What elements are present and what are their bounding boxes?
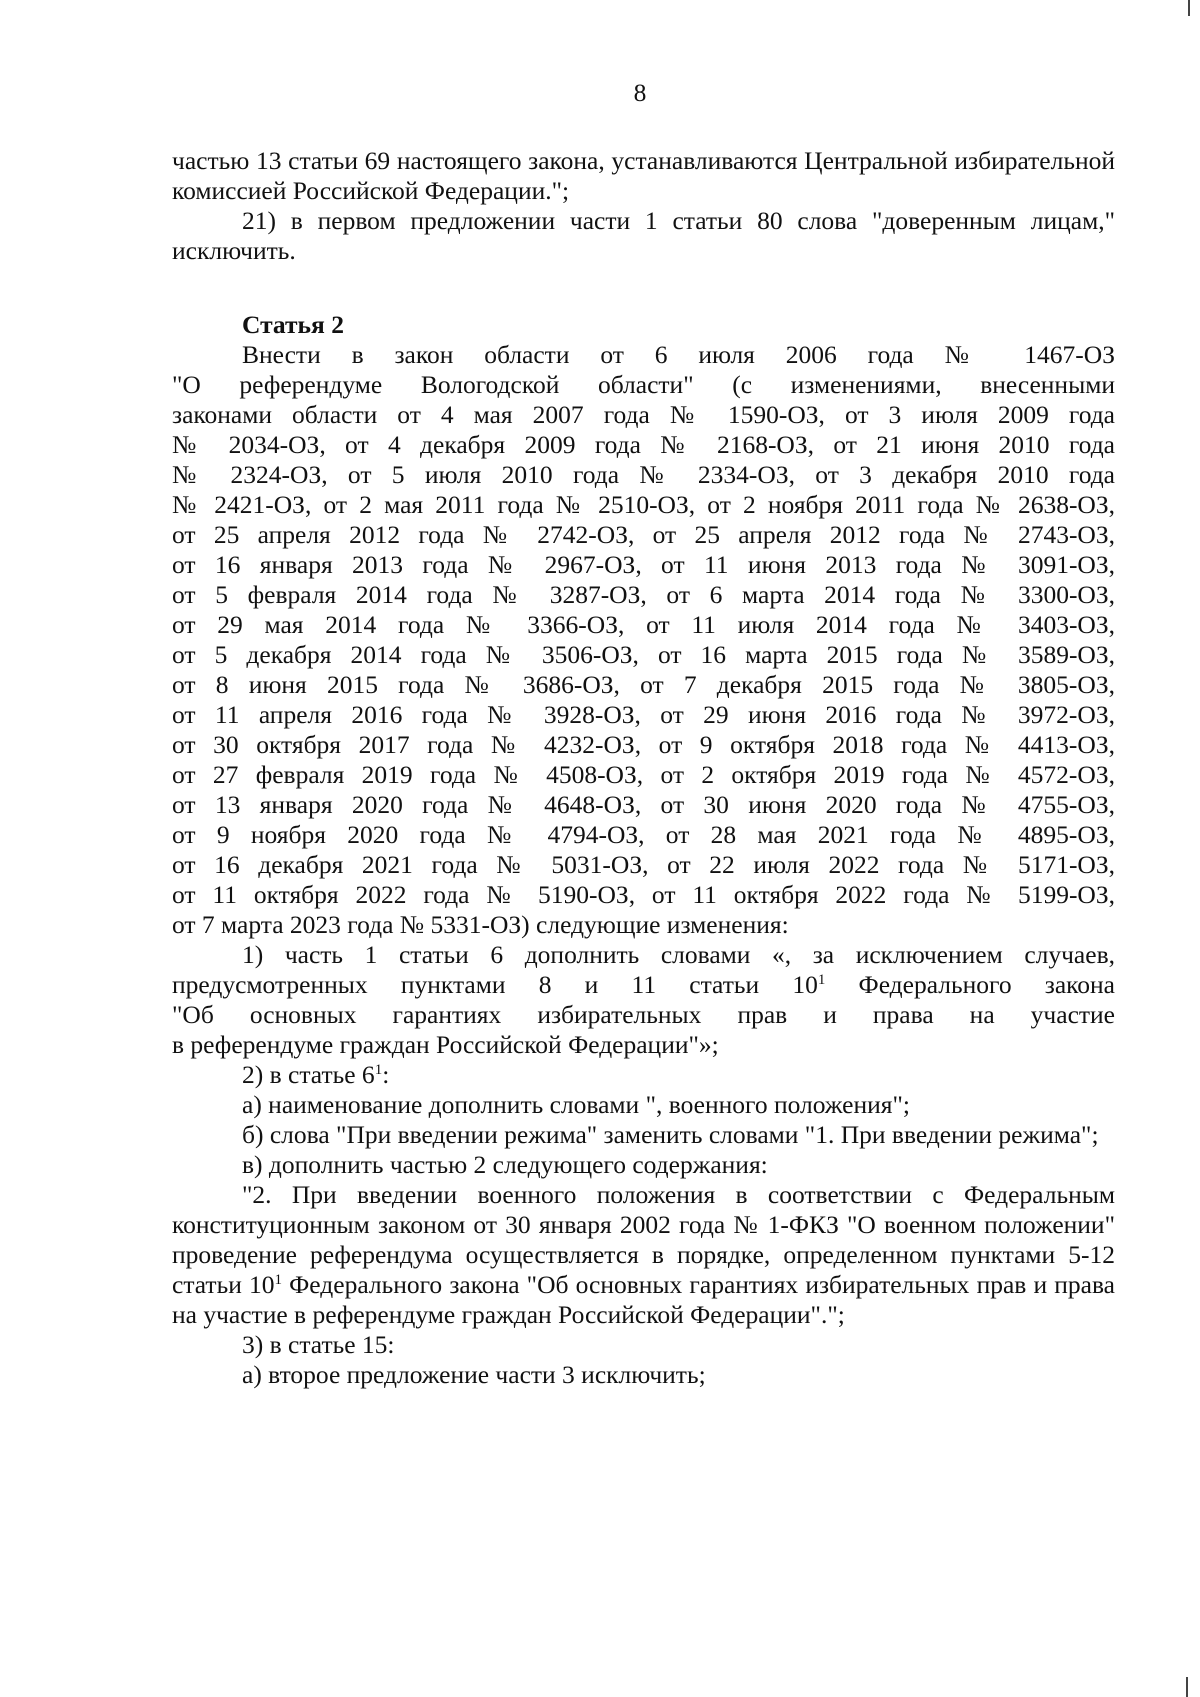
item-2-text: : [382, 1060, 390, 1089]
scan-artifact [1186, 1677, 1188, 1697]
item-2-quote-text: Федерального закона "Об основных гарантиях избирательных прав и права на участие в референдуме граждан Российской Федерации"."; [172, 1270, 1115, 1329]
article-line: от 27 февраля 2019 года № 4508-ОЗ, от 2 октября 2019 года № 4572-ОЗ, [172, 760, 1115, 789]
paragraph-item-21: 21) в первом предложении части 1 статьи 80 слова "доверенным лицам," исключить. [172, 206, 1115, 265]
page-number: 8 [633, 78, 647, 107]
article-line: от 5 декабря 2014 года № 3506-ОЗ, от 16 марта 2015 года № 3589-ОЗ, [172, 640, 1115, 669]
item-3-heading: 3) в статье 15: [242, 1330, 395, 1359]
article-line: Внести в закон области от 6 июля 2006 года № 1467-ОЗ [242, 340, 1115, 369]
document-body [172, 146, 1115, 1390]
article-line: № 2324-ОЗ, от 5 июля 2010 года № 2334-ОЗ, от 3 декабря 2010 года [172, 460, 1115, 489]
item-2-quote [172, 1180, 1115, 1330]
superscript: 1 [374, 1062, 383, 1078]
article-heading: Статья 2 [242, 310, 344, 339]
article-line: от 9 ноября 2020 года № 4794-ОЗ, от 28 мая 2021 года № 4895-ОЗ, [172, 820, 1115, 849]
article-line: от 11 октября 2022 года № 5190-ОЗ, от 11 октября 2022 года № 5199-ОЗ, [172, 880, 1115, 909]
article-line: от 16 декабря 2021 года № 5031-ОЗ, от 22 июля 2022 года № 5171-ОЗ, [172, 850, 1115, 879]
item-1-line [172, 970, 1115, 1000]
item-1-line: "Об основных гарантиях избирательных прав и права на участие [172, 1000, 1115, 1029]
item-2b: б) слова "При введении режима" заменить словами "1. При введении режима"; [242, 1120, 1099, 1149]
item-1-line: в референдуме граждан Российской Федерации"»; [172, 1030, 719, 1059]
superscript: 1 [274, 1272, 282, 1288]
item-1-line: 1) часть 1 статьи 6 дополнить словами «, за исключением случаев, [242, 940, 1115, 969]
paragraph-intro: частью 13 статьи 69 настоящего закона, устанавливаются Центральной избирательной комиссией Российской Федерации."; [172, 146, 1115, 205]
article-line: от 16 января 2013 года № 2967-ОЗ, от 11 июня 2013 года № 3091-ОЗ, [172, 550, 1115, 579]
article-line: от 11 апреля 2016 года № 3928-ОЗ, от 29 июня 2016 года № 3972-ОЗ, [172, 700, 1115, 729]
article-line: от 30 октября 2017 года № 4232-ОЗ, от 9 октября 2018 года № 4413-ОЗ, [172, 730, 1115, 759]
item-2c: в) дополнить частью 2 следующего содержания: [242, 1150, 768, 1179]
item-2-heading [172, 1060, 1115, 1090]
article-line: от 5 февраля 2014 года № 3287-ОЗ, от 6 марта 2014 года № 3300-ОЗ, [172, 580, 1115, 609]
article-line: от 29 мая 2014 года № 3366-ОЗ, от 11 июля 2014 года № 3403-ОЗ, [172, 610, 1115, 639]
superscript: 1 [817, 972, 826, 988]
item-1-text: предусмотренных пунктами 8 и 11 статьи 10 [172, 970, 818, 999]
article-line: от 13 января 2020 года № 4648-ОЗ, от 30 июня 2020 года № 4755-ОЗ, [172, 790, 1115, 819]
article-line: № 2421-ОЗ, от 2 мая 2011 года № 2510-ОЗ, от 2 ноября 2011 года № 2638-ОЗ, [172, 490, 1115, 519]
item-1-text: Федерального закона [825, 970, 1115, 999]
article-line: от 25 апреля 2012 года № 2742-ОЗ, от 25 апреля 2012 года № 2743-ОЗ, [172, 520, 1115, 549]
item-2-text: 2) в статье 6 [242, 1060, 375, 1089]
article-line: законами области от 4 мая 2007 года № 1590-ОЗ, от 3 июля 2009 года [172, 400, 1115, 429]
item-3a: а) второе предложение части 3 исключить; [242, 1360, 706, 1389]
article-2-intro [172, 340, 1115, 940]
article-line: от 7 марта 2023 года № 5331-ОЗ) следующие изменения: [172, 910, 789, 939]
item-1 [172, 940, 1115, 1060]
article-line: "О референдуме Вологодской области" (с изменениями, внесенными [172, 370, 1115, 399]
article-line: от 8 июня 2015 года № 3686-ОЗ, от 7 декабря 2015 года № 3805-ОЗ, [172, 670, 1115, 699]
item-2-quote-text: "2. При введении военного положения в соответствии с Федеральным конституционным законом от 30 января 2002 года № 1-ФКЗ "О военном положении" проведение референдума осуществляется в порядке, определенном пунктами 5-12 статьи 10 [172, 1180, 1115, 1299]
article-line: № 2034-ОЗ, от 4 декабря 2009 года № 2168-ОЗ, от 21 июня 2010 года [172, 430, 1115, 459]
scan-artifact [1188, 0, 1190, 16]
item-2a: а) наименование дополнить словами ", военного положения"; [242, 1090, 910, 1119]
section-gap [172, 266, 1115, 310]
